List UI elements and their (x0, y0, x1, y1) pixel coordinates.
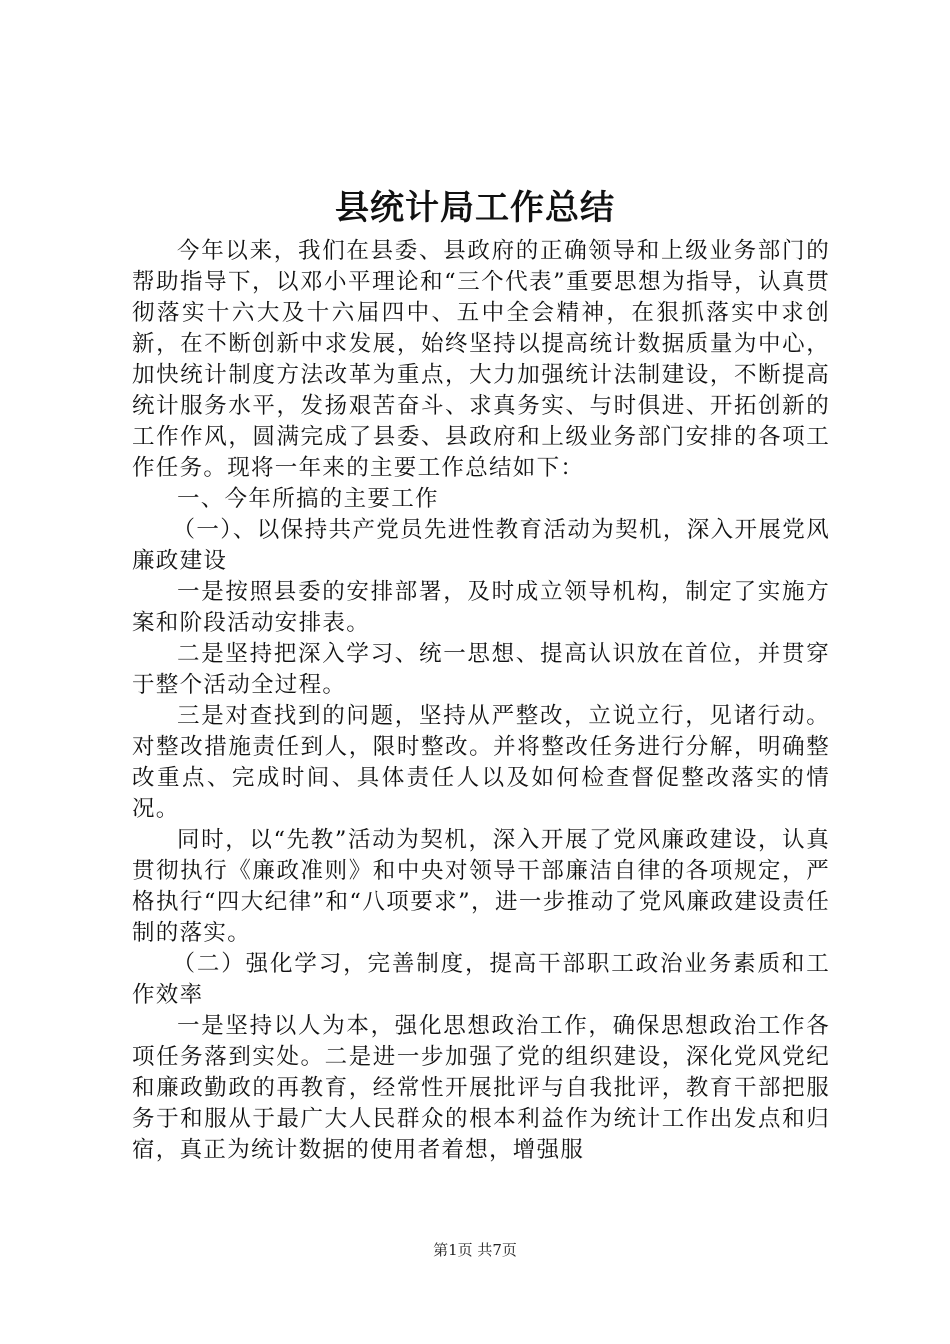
paragraph-item-1: 一是按照县委的安排部署，及时成立领导机构，制定了实施方案和阶段活动安排表。 (132, 579, 830, 636)
document-title: 县统计局工作总结 (335, 188, 615, 228)
document-body (132, 236, 830, 1166)
paragraph-item-3: 三是对查找到的问题，坚持从严整改，立说立行，见诸行动。对整改措施责任到人，限时整改。并将整改任务进行分解，明确整改重点、完成时间、具体责任人以及如何检查督促整改落实的情况。 (132, 703, 830, 822)
paragraph-intro: 今年以来，我们在县委、县政府的正确领导和上级业务部门的帮助指导下，以邓小平理论和“三个代表”重要思想为指导，认真贯彻落实十六大及十六届四中、五中全会精神，在狠抓落实中求创新，在不断创新中求发展，始终坚持以提高统计数据质量为中心，加快统计制度方法改革为重点，大力加强统计法制建设，不断提高统计服务水平，发扬艰苦奋斗、求真务实、与时俱进、开拓创新的工作作风，圆满完成了县委、县政府和上级业务部门安排的各项工作任务。现将一年来的主要工作总结如下： (132, 238, 830, 481)
page-footer: 第1页 共7页 (433, 1241, 517, 1259)
section-heading-1: 一、今年所搞的主要工作 (177, 486, 439, 512)
paragraph-item-4: 一是坚持以人为本，强化思想政治工作，确保思想政治工作各项任务落到实处。二是进一步加强了党的组织建设，深化党风党纪和廉政勤政的再教育，经常性开展批评与自我批评，教育干部把服务于和服从于最广大人民群众的根本利益作为统计工作出发点和归宿，真正为统计数据的使用者着想，增强服 (132, 1013, 830, 1163)
subsection-heading-1: （一）、以保持共产党员先进性教育活动为契机，深入开展党风廉政建设 (132, 517, 830, 574)
paragraph-item-2: 二是坚持把深入学习、统一思想、提高认识放在首位，并贯穿于整个活动全过程。 (132, 641, 830, 698)
subsection-heading-2: （二）强化学习，完善制度，提高干部职工政治业务素质和工作效率 (132, 951, 830, 1008)
paragraph-meanwhile: 同时，以“先教”活动为契机，深入开展了党风廉政建设，认真贯彻执行《廉政准则》和中央对领导干部廉洁自律的各项规定，严格执行“四大纪律”和“八项要求”，进一步推动了党风廉政建设责任制的落实。 (132, 827, 830, 946)
